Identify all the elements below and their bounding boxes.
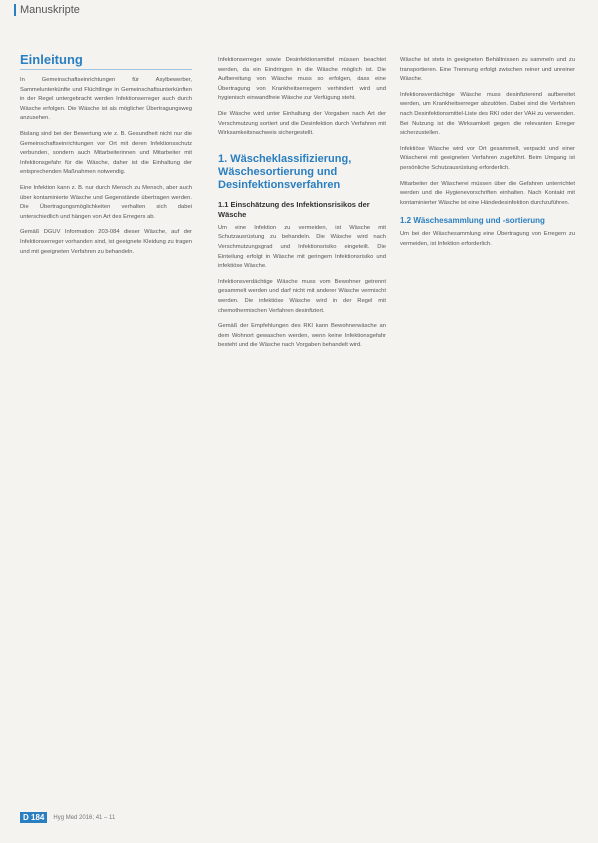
paragraph: Die Wäsche wird unter Einhaltung der Vorgaben nach Art der Verschmutzung sortiert und die Desinfektion durch Verfahren mit Wirksamkeitsnachweis sichergestellt. [218,110,386,137]
section-title: Manuskripte [20,4,80,16]
paragraph: Infektiöse Wäsche wird vor Ort gesammelt, verpackt und einer Wäscherei mit geeigneten Verfahren zugeführt. Beim Umgang ist persönliche Schutzausrüstung erforderlich. [400,145,575,171]
section-heading: 1. Wäscheklassifizierung, Wäschesortierung und Desinfektionsverfahren [218,152,352,191]
page-footer [20,812,115,823]
section-header [14,4,80,16]
paragraph: Infektionsverdächtige Wäsche muss desinfizierend aufbereitet werden, um Krankheitserreger abzutöten. Dabei sind die Verfahren nach Desinfektionsmittel-Liste des RKI oder der VAH zu verwenden. Bei Nutzung ist die Wirksamkeit gegen die relevanten Erreger sicherzustellen. [400,91,575,137]
paragraph: Gemäß DGUV Information 203-084 dieser Wäsche, auf der Infektionserreger vorhanden sind, ist geeignete Kleidung zu tragen und mit geeigneten Verfahren zu behandeln. [20,229,192,255]
paragraph: Gemäß der Empfehlungen des RKI kann Bewohnerwäsche an dem Wohnort gewaschen werden, wenn keine Infektionsgefahr besteht und die Wäsche nach Vorgaben behandelt wird. [218,323,386,349]
paragraph: Infektionserreger sowie Desinfektionsmittel müssen beachtet werden, da ein Eindringen in die Wäsche möglich ist. Die Aufbereitung von Wäsche muss so erfolgen, dass eine Übertragung von Krankheitserregern verhindert wird und hygienisch einwandfreie Wäsche zur Verfügung steht. [218,57,386,102]
section-bar [14,4,16,16]
heading-rule [20,69,192,70]
page-number: D 184 [20,812,47,823]
column-3 [400,56,575,256]
journal-citation: Hyg Med 2016; 41 – 11 [53,814,116,821]
paragraph: In Gemeinschaftseinrichtungen für Asylbewerber, Sammelunterkünfte und Flüchtlinge in Gemeinschaftsunterkünften in der Regel untergebracht werden Infektionserreger auch durch Wäsche erfolgen. Die Wäsche ist als möglicher Übertragungsweg anzusehen. [20,77,192,122]
paragraph: Mitarbeiter der Wäscherei müssen über die Gefahren unterrichtet werden und die Hygienevorschriften einhalten. Nach Kontakt mit kontaminierter Wäsche ist eine Händedesinfektion durchzuführen. [400,180,575,206]
paragraph: Bislang sind bei der Bewertung wie z. B. Gesundheit nicht nur die Gemeinschaftseinrichtungen vor Ort mit deren Infektionsschutz verbunden, sondern auch Mitarbeiterinnen und Mitarbeiter mit Infektionsgefahr für die Wäsche, daher ist die Einhaltung der entsprechenden Maßnahmen notwendig. [20,130,192,176]
column-1 [20,76,192,263]
intro-heading: Einleitung [20,52,83,67]
subsection-heading: 1.1 Einschätzung des Infektionsrisikos der Wäsche [218,199,370,219]
paragraph: Wäsche ist stets in geeigneten Behältnissen zu sammeln und zu transportieren. Eine Trennung erfolgt zwischen reiner und unreiner Wäsche. [400,57,575,83]
column-2 [218,56,386,357]
subsection-heading: 1.2 Wäschesammlung und -sortierung [400,216,545,226]
paragraph: Eine Infektion kann z. B. nur durch Mensch zu Mensch, aber auch über kontaminierte Wäsche und Gegenstände übertragen werden. Die Übertragungsmöglichkeiten verhalten sich dabei unterschiedlich und hängen von Art des Erregers ab. [20,184,192,220]
paragraph: Infektionsverdächtige Wäsche muss vom Bewohner getrennt gesammelt werden und darf nicht mit anderer Wäsche vermischt werden. Die infektiöse Wäsche wird in der Regel mit chemothermischen Verfahren desinfiziert. [218,278,386,314]
paragraph: Um bei der Wäschesammlung eine Übertragung von Erregern zu vermeiden, ist Infektion erforderlich. [400,231,575,247]
paragraph: Um eine Infektion zu vermeiden, ist Wäsche mit Schutzausrüstung zu behandeln. Die Wäsche wird nach Verschmutzungsgrad und Infektionsrisiko eingeteilt. Die Einteilung erfolgt in Wäsche mit geringem Infektionsrisiko und infektiöse Wäsche. [218,224,386,270]
